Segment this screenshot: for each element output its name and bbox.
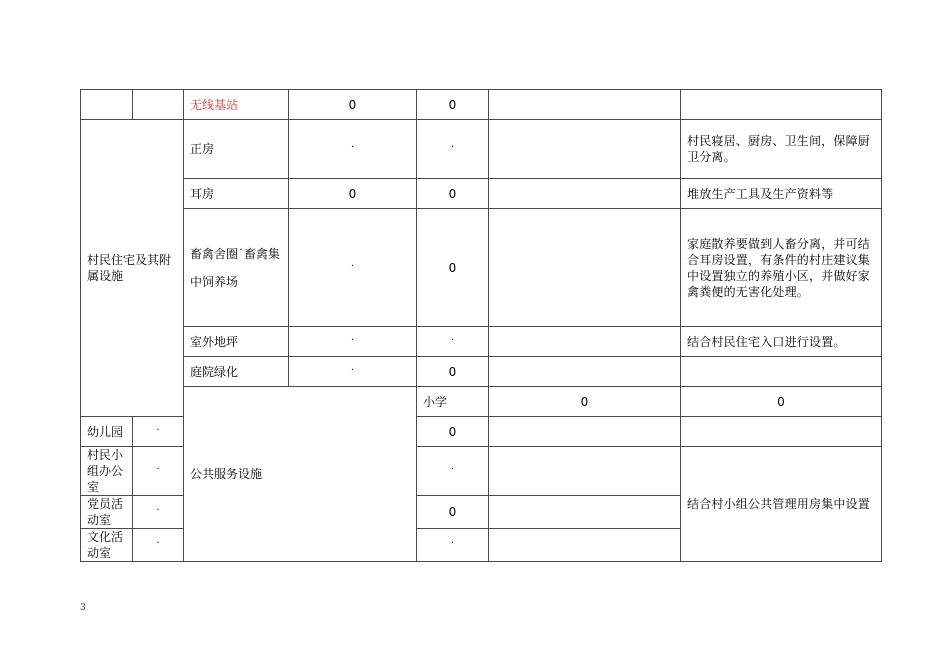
- item-cell: 耳房: [184, 179, 289, 209]
- dot-mark: ·: [450, 538, 455, 549]
- empty-cell: [489, 447, 681, 496]
- value-cell: [289, 357, 417, 387]
- item-cell: 无线基站: [184, 90, 289, 120]
- dot-mark: ·: [450, 142, 455, 153]
- dot-mark: ·: [450, 334, 455, 346]
- table-row: [81, 120, 882, 179]
- value-cell: 0: [417, 417, 489, 447]
- value-cell: 0: [417, 496, 489, 529]
- empty-cell: [489, 529, 681, 562]
- value-cell: 0: [417, 357, 489, 387]
- value-cell: [289, 327, 417, 357]
- remark-cell: 村民寝居、厨房、卫生间，保障厨卫分离。: [681, 120, 882, 179]
- value-cell: 0: [681, 387, 882, 417]
- value-cell: [417, 327, 489, 357]
- value-cell: 0: [289, 90, 417, 120]
- value-cell: [417, 447, 489, 496]
- table-row: [81, 179, 882, 209]
- facility-table: [80, 89, 882, 562]
- remark-cell: 结合村民住宅入口进行设置。: [681, 327, 882, 357]
- dot-mark: ·: [156, 424, 160, 436]
- table-row: [81, 357, 882, 387]
- page-number: 3: [80, 603, 86, 613]
- dot-mark: ·: [156, 505, 160, 516]
- value-cell: 0: [489, 387, 681, 417]
- dot-mark: ·: [350, 334, 355, 346]
- value-cell: [289, 120, 417, 179]
- item-cell: 文化活动室: [81, 529, 133, 562]
- item-cell: 畜禽舍圈˙畜禽集中饲养场: [184, 209, 289, 327]
- dot-mark: ·: [450, 464, 455, 475]
- dot-mark: ·: [156, 538, 160, 549]
- value-cell: [133, 417, 184, 447]
- item-cell: 幼儿园: [81, 417, 133, 447]
- table-row: [81, 90, 882, 120]
- remark-cell: [681, 357, 882, 387]
- value-cell: 0: [417, 90, 489, 120]
- empty-cell: [489, 417, 681, 447]
- remark-cell: 堆放生产工具及生产资料等: [681, 179, 882, 209]
- dot-mark: ·: [156, 464, 160, 475]
- item-cell: 党员活动室: [81, 496, 133, 529]
- remark-cell: 家庭散养要做到人畜分离，并可结合耳房设置，有条件的村庄建议集中设置独立的养殖小区，并做好家禽粪便的无害化处理。: [681, 209, 882, 327]
- empty-cell: [489, 327, 681, 357]
- value-cell: [289, 209, 417, 327]
- value-cell: 0: [417, 209, 489, 327]
- empty-cell: [81, 90, 133, 120]
- remark-cell-merged: 结合村小组公共管理用房集中设置: [681, 447, 882, 562]
- category-cell-residence: 村民住宅及其附属设施: [81, 120, 184, 417]
- table-row: [81, 209, 882, 327]
- empty-cell: [489, 90, 681, 120]
- table-row: [81, 327, 882, 357]
- value-cell: [417, 120, 489, 179]
- value-cell: [417, 529, 489, 562]
- table-row: [81, 387, 882, 417]
- value-cell: 0: [417, 179, 489, 209]
- dot-mark: ·: [350, 364, 355, 376]
- empty-cell: [489, 357, 681, 387]
- empty-cell: [133, 90, 184, 120]
- remark-cell: [681, 417, 882, 447]
- value-cell: [133, 496, 184, 529]
- item-cell: 村民小组办公室: [81, 447, 133, 496]
- item-cell: 正房: [184, 120, 289, 179]
- empty-cell: [489, 209, 681, 327]
- remark-cell: [681, 90, 882, 120]
- category-cell-public: 公共服务设施: [184, 387, 417, 562]
- item-cell: 室外地坪: [184, 327, 289, 357]
- empty-cell: [489, 120, 681, 179]
- value-cell: 0: [289, 179, 417, 209]
- item-cell: 小学: [417, 387, 489, 417]
- value-cell: [133, 447, 184, 496]
- empty-cell: [489, 179, 681, 209]
- empty-cell: [489, 496, 681, 529]
- value-cell: [133, 529, 184, 562]
- item-cell: 庭院绿化: [184, 357, 289, 387]
- dot-mark: ·: [350, 142, 355, 153]
- dot-mark: ·: [350, 260, 355, 272]
